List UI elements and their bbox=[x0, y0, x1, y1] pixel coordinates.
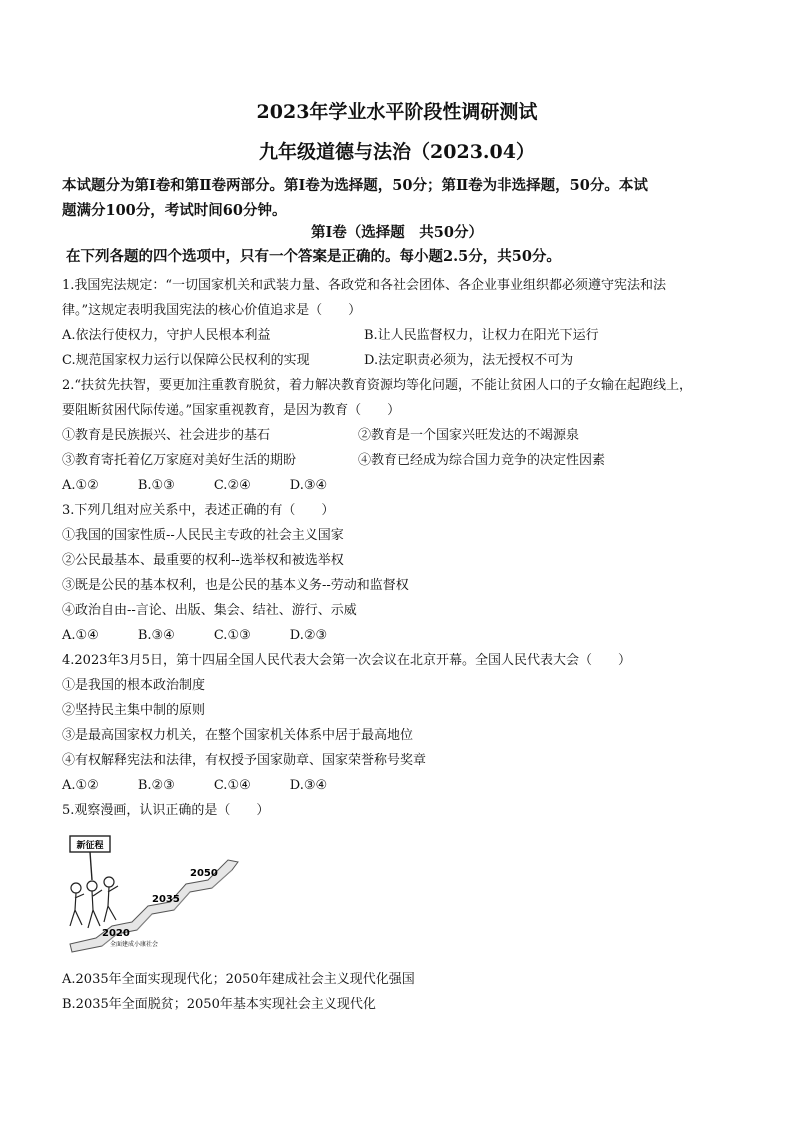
q5-stem: 5.观察漫画，认识正确的是（ ） bbox=[62, 803, 270, 818]
q3-item-3: ③既是公民的基本权利，也是公民的基本义务--劳动和监督权 bbox=[62, 578, 409, 593]
sign-text: 新征程 bbox=[76, 841, 104, 851]
q1-option-d: D.法定职责必须为，法无授权不可为 bbox=[364, 353, 574, 368]
exam-subtitle: 九年级道德与法治（2023.04） bbox=[259, 141, 535, 163]
section-instruction: 在下列各题的四个选项中，只有一个答案是正确的。每小题2.5分，共50分。 bbox=[66, 248, 561, 265]
q4-item-3: ③是最高国家权力机关，在整个国家机关体系中居于最高地位 bbox=[62, 728, 414, 743]
q3-item-2: ②公民最基本、最重要的权利--选举权和被选举权 bbox=[62, 553, 344, 568]
q3-item-4: ④政治自由--言论、出版、集会、结社、游行、示威 bbox=[62, 603, 357, 618]
q1-option-b: B.让人民监督权力，让权力在阳光下运行 bbox=[364, 328, 599, 343]
q4-options: A.①② B.②③ C.①④ D.③④ bbox=[62, 778, 328, 793]
q4-stem: 4.2023年3月5日，第十四届全国人民代表大会第一次会议在北京开幕。全国人民代表大会（ ） bbox=[62, 653, 632, 668]
q3-options: A.①④ B.③④ C.①③ D.②③ bbox=[62, 628, 328, 643]
exam-instructions bbox=[62, 173, 734, 223]
q3-item-1: ①我国的国家性质--人民民主专政的社会主义国家 bbox=[62, 528, 344, 543]
q4-item-2: ②坚持民主集中制的原则 bbox=[62, 703, 206, 718]
q4-item-1: ①是我国的根本政治制度 bbox=[62, 678, 206, 693]
section-title: 第Ⅰ卷（选择题 共50分） bbox=[311, 224, 483, 241]
q2-options: A.①② B.①③ C.②④ D.③④ bbox=[62, 478, 328, 493]
instructions-line-2: 题满分100分，考试时间60分钟。 bbox=[62, 202, 287, 219]
q5-option-b: B.2035年全面脱贫；2050年基本实现社会主义现代化 bbox=[62, 997, 376, 1012]
year-2020-label: 2020 bbox=[102, 928, 130, 939]
q4-item-4: ④有权解释宪法和法律，有权授予国家勋章、国家荣誉称号奖章 bbox=[62, 753, 427, 768]
sign-pole bbox=[90, 852, 92, 880]
climbing-people bbox=[70, 877, 118, 928]
instructions-line-1: 本试题分为第Ⅰ卷和第Ⅱ卷两部分。第Ⅰ卷为选择题，50分；第Ⅱ卷为非选择题，50分。本试 bbox=[62, 177, 648, 194]
q1-stem-line-1: 1.我国宪法规定：“一切国家机关和武装力量、各政党和各社会团体、各企业事业组织都必须遵守宪法和法 bbox=[62, 278, 667, 293]
q1-option-c: C.规范国家权力运行以保障公民权利的实现 bbox=[62, 353, 310, 368]
q2-stem-line-1: 2.“扶贫先扶智，要更加注重教育脱贫，着力解决教育资源均等化问题，不能让贫困人口的子女输在起跑线上， bbox=[62, 378, 693, 393]
q2-item-4: ④教育已经成为综合国力竞争的决定性因素 bbox=[358, 453, 606, 468]
year-2035-label: 2035 bbox=[152, 894, 180, 905]
q3-stem: 3.下列几组对应关系中，表述正确的有（ ） bbox=[62, 503, 335, 518]
exam-title: 2023年学业水平阶段性调研测试 bbox=[256, 101, 538, 123]
q1-option-a: A.依法行使权力，守护人民根本利益 bbox=[62, 328, 271, 343]
cartoon-caption: 全面建成小康社会 bbox=[110, 941, 159, 948]
q5-cartoon bbox=[62, 830, 242, 960]
q5-option-a: A.2035年全面实现现代化；2050年建成社会主义现代化强国 bbox=[62, 972, 415, 987]
q2-item-1: ①教育是民族振兴、社会进步的基石 bbox=[62, 428, 271, 443]
q1-stem-line-2: 律。”这规定表明我国宪法的核心价值追求是（ ） bbox=[62, 303, 362, 318]
year-2050-label: 2050 bbox=[190, 868, 218, 879]
q2-stem-line-2: 要阻断贫困代际传递。”国家重视教育，是因为教育（ ） bbox=[62, 403, 401, 418]
q2-item-2: ②教育是一个国家兴旺发达的不竭源泉 bbox=[358, 428, 580, 443]
q2-item-3: ③教育寄托着亿万家庭对美好生活的期盼 bbox=[62, 453, 297, 468]
